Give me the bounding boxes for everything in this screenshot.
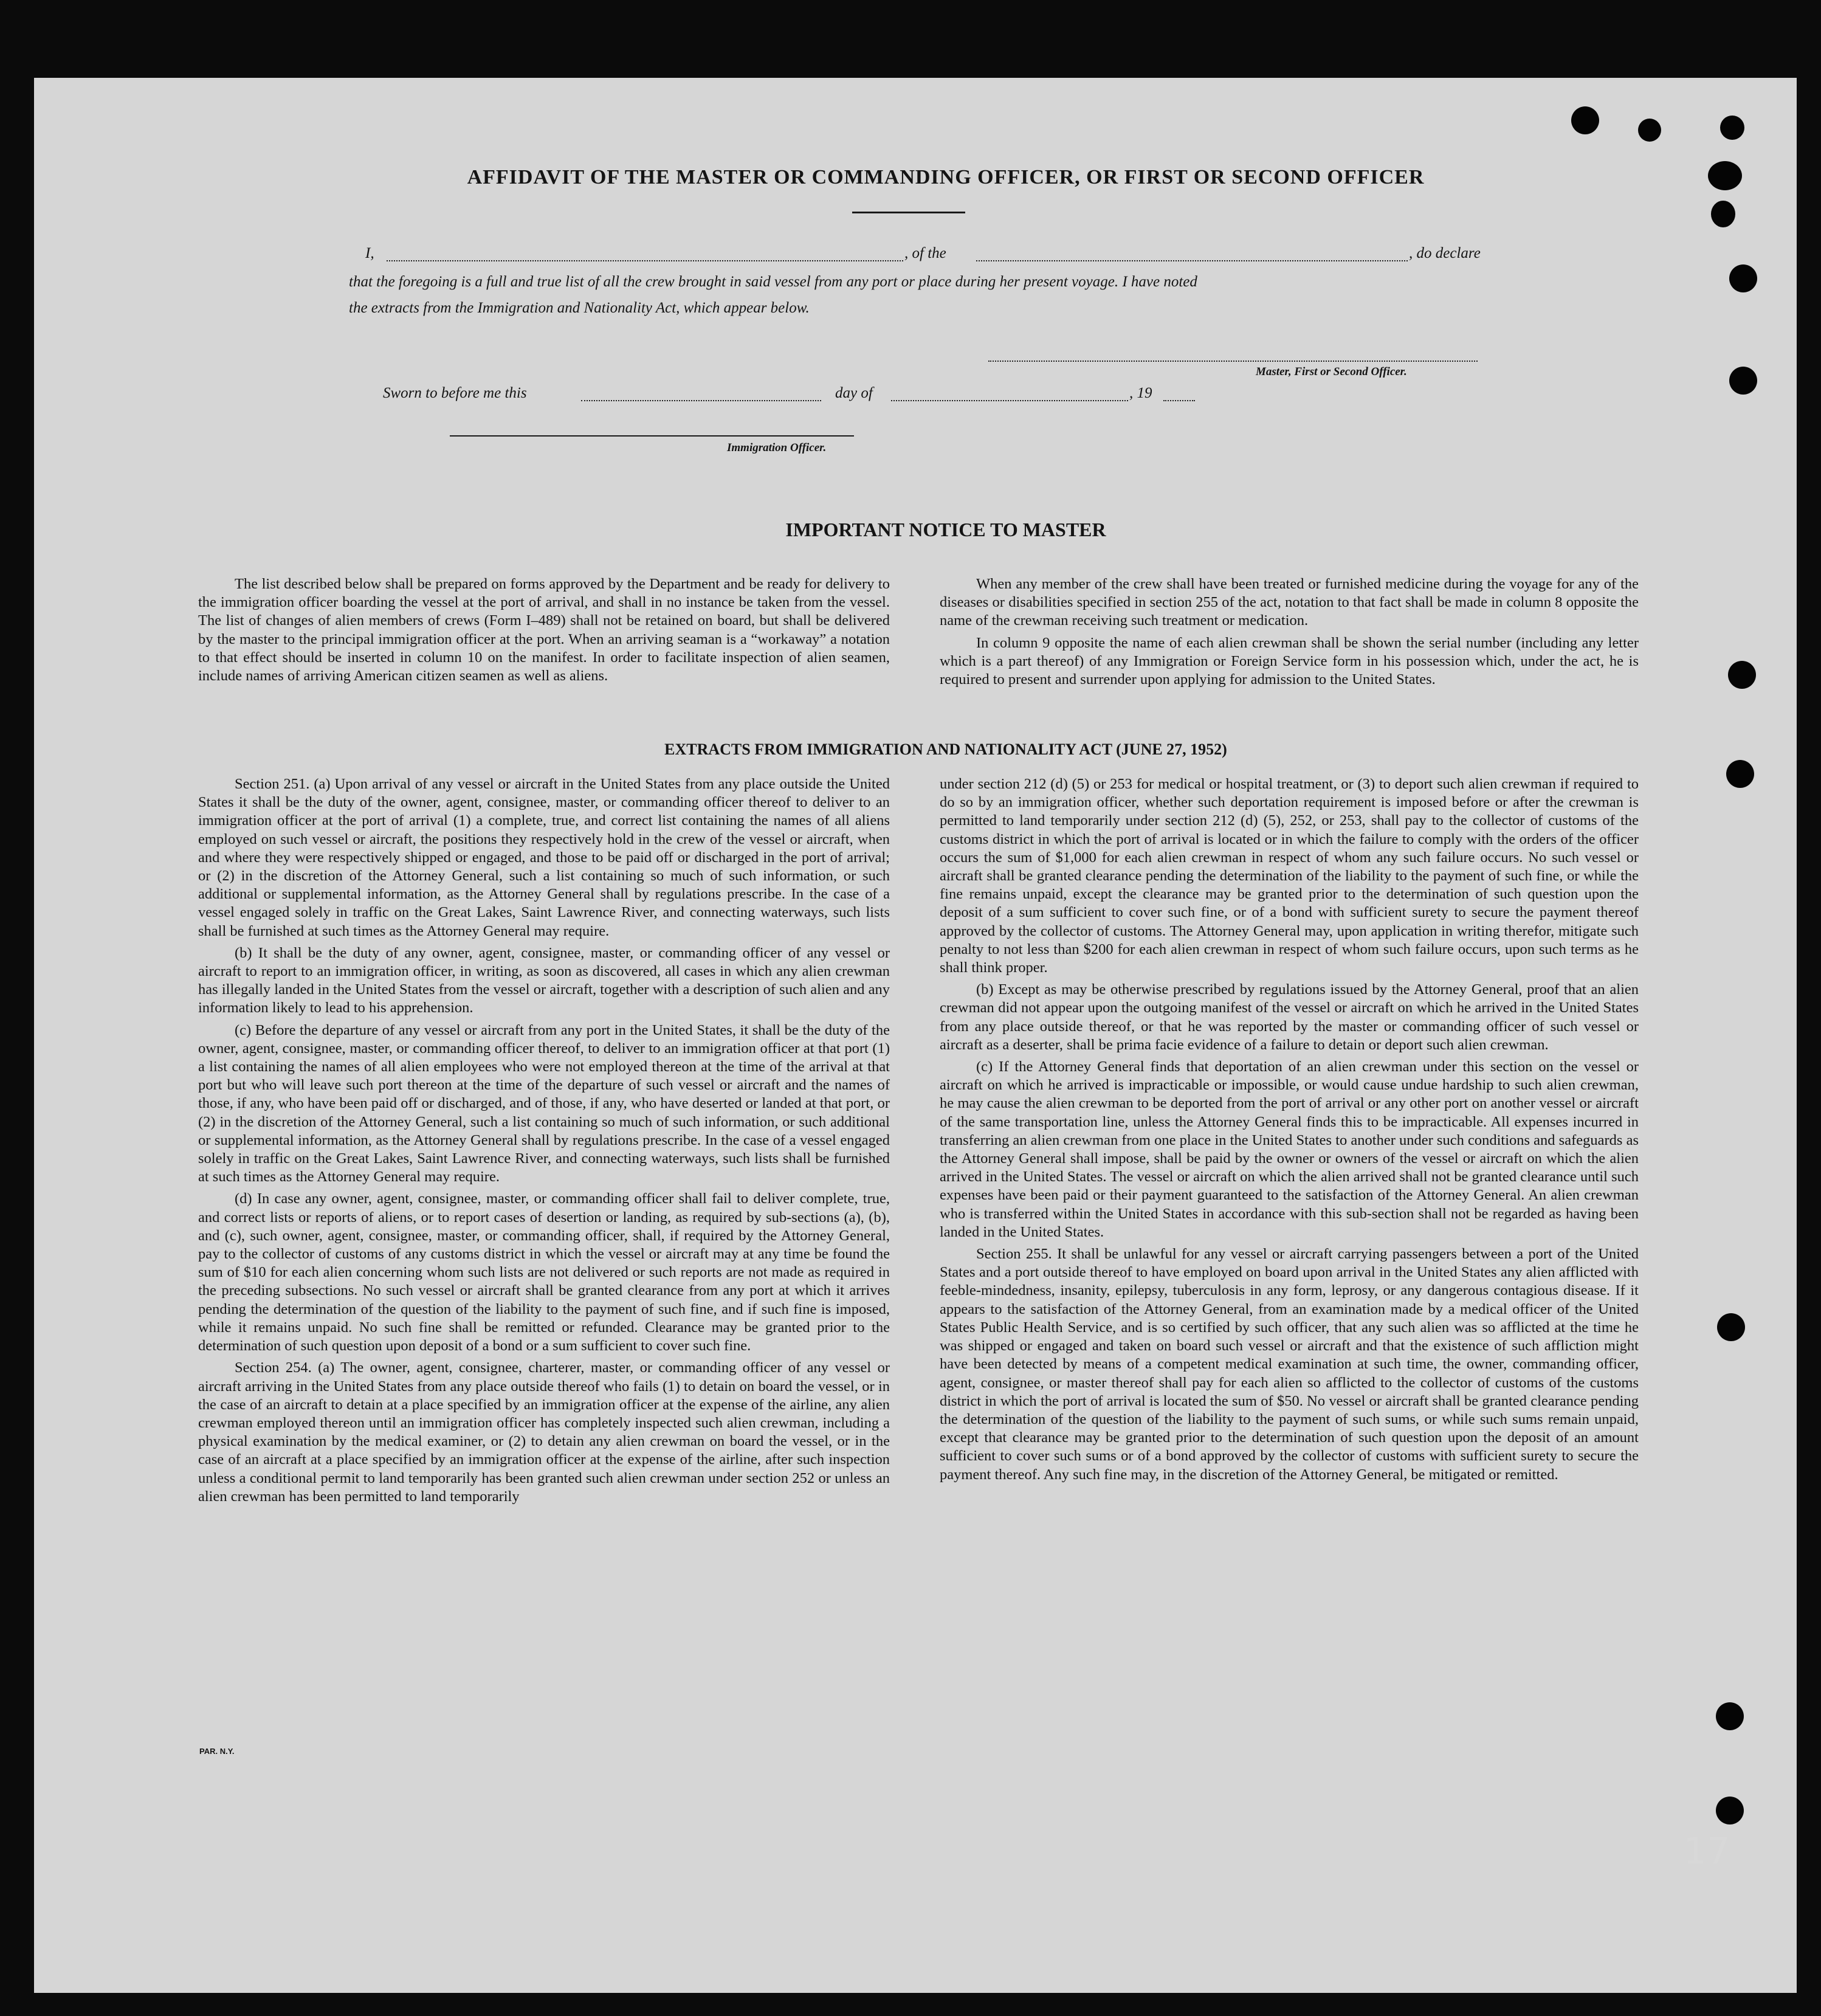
day-of-label: day of [835, 385, 873, 401]
notice-left-column [198, 575, 890, 689]
affidavit-i-label: I, [365, 245, 374, 261]
affidavit-of-the-label: , of the [904, 245, 946, 261]
affidavit-statement-line: that the foregoing is a full and true list of all the crew brought in said vessel from any port or place during her present voyage. I have noted [349, 274, 1197, 290]
name-field-line[interactable] [387, 260, 903, 261]
section-251-b: (b) It shall be the duty of any owner, agent, consignee, master, or commanding officer of any vessel or aircraft to report to an immigration officer, in writing, as soon as discovered, all cases in which any alien crewman has illegally landed in the United States from the vessel or aircraft, together with a description of such alien and any information likely to lead to his apprehension. [198, 944, 890, 1017]
punch-hole [1571, 106, 1599, 134]
punch-hole [1729, 367, 1757, 395]
section-254-b: (b) Except as may be otherwise prescribed by regulations issued by the Attorney General, proof that an alien crewman did not appear upon the outgoing manifest of the vessel or aircraft on which he arrived in the United States from any place outside thereof, or that he was reported by the master or commanding officer of such vessel or aircraft as a deserter, shall be prima facie evidence of a failure to detain or deport such alien crewman. [940, 981, 1639, 1053]
document-page [34, 78, 1797, 1993]
section-254-c: (c) If the Attorney General finds that deportation of an alien crewman under this section on the vessel or aircraft on which he arrived is impracticable or impossible, or would cause undue hardship to such alien crewman, he may cause the alien crewman to be deported from the port of arrival or any other port on another vessel or aircraft of the same transportation line, unless the Attorney General finds this to be impracticable. All expenses incurred in transferring an alien crewman from one place in the United States to another under such conditions and safeguards as the Attorney General shall impose, shall be paid by the owner or owners of the vessel or aircraft on which the alien arrived in the United States. The vessel or aircraft on which the alien arrived shall not be granted clearance until such expenses have been paid or their payment guaranteed to the satisfaction of the Attorney General. An alien crewman who is transferred within the United States in accordance with this sub-section shall not be regarded as having been landed in the United States. [940, 1058, 1639, 1240]
punch-hole [1729, 264, 1757, 292]
section-251-c: (c) Before the departure of any vessel or aircraft from any port in the United States, it shall be the duty of the owner, agent, consignee, master, or commanding officer thereof, to deliver to an immigration officer at that port (1) a list containing the names of all alien employees who were not employed thereon at the time of the arrival at that port but who will leave such port thereon at the time of the departure of such vessel or aircraft and the names of those, if any, who have been paid off or discharged, and of those, if any, who have deserted or landed at that port, or (2) in the discretion of the Attorney General, such a list containing so much of such information, or such additional or supplemental information, as the Attorney General shall by regulations prescribe. In the case of a vessel engaged solely in traffic on the Great Lakes, Saint Lawrence River, and connecting waterways, such lists shall be furnished at such times as the Attorney General may require. [198, 1021, 890, 1186]
immigration-officer-caption: Immigration Officer. [727, 441, 827, 454]
month-line[interactable] [891, 400, 1128, 401]
immigration-officer-signature-line[interactable] [450, 435, 854, 437]
punch-hole [1711, 201, 1735, 227]
notice-right-column [940, 575, 1639, 692]
extracts-title: EXTRACTS FROM IMMIGRATION AND NATIONALITY ACT (JUNE 27, 1952) [664, 740, 1227, 758]
punch-hole [1720, 116, 1744, 140]
punch-hole [1716, 1702, 1744, 1730]
sworn-label: Sworn to before me this [383, 385, 527, 401]
master-signature-line[interactable] [988, 361, 1478, 362]
printer-mark: PAR. N.Y. [199, 1747, 235, 1756]
section-251-a: Section 251. (a) Upon arrival of any vessel or aircraft in the United States from any place outside the United States it shall be the duty of the owner, agent, consignee, master, or commanding officer thereof to deliver to an immigration officer at the port of arrival (1) a complete, true, and correct list containing the names of all aliens employed on such vessel or aircraft, the positions they respectively hold in the crew of the vessel or aircraft, when and where they were respectively shipped or engaged, and those to be paid off or discharged in the port of arrival; or (2) in the discretion of the Attorney General, such a list containing so much of such information, or such additional or supplemental information, as the Attorney General shall by regulations prescribe. In the case of a vessel engaged solely in traffic on the Great Lakes, Saint Lawrence River, and connecting waterways, such lists shall be furnished at such times as the Attorney General may require. [198, 776, 890, 939]
handwritten-page-number: 17 [1683, 1830, 1730, 1873]
extracts-left-column [198, 775, 890, 1510]
punch-hole [1708, 161, 1742, 190]
extracts-right-column [940, 775, 1639, 1488]
year-line[interactable] [1163, 400, 1195, 401]
punch-hole [1716, 1797, 1744, 1824]
punch-hole [1726, 760, 1754, 788]
section-254-a: Section 254. (a) The owner, agent, consignee, charterer, master, or commanding officer of any vessel or aircraft arriving in the United States from any place outside thereof who fails (1) to detain on board the vessel, or in the case of an aircraft to detain at a place specified by an immigration officer at the expense of the airline, any alien crewman employed thereon until an immigration officer has completely inspected such alien crewman, including a physical examination by the medical examiner, or (2) to detain any alien crewman on board the vessel, or in the case of an aircraft at a place specified by an immigration officer at the expense of the airline, after such inspection unless a conditional permit to land temporarily has been granted such alien crewman under section 252 or unless an alien crewman has been permitted to land temporarily [198, 1359, 890, 1505]
notice-title: IMPORTANT NOTICE TO MASTER [785, 519, 1106, 540]
punch-hole [1717, 1313, 1745, 1341]
affidavit-title: AFFIDAVIT OF THE MASTER OR COMMANDING OFFICER, OR FIRST OR SECOND OFFICER [467, 166, 1425, 188]
section-255: Section 255. It shall be unlawful for any vessel or aircraft carrying passengers between a port of the United States and a port outside thereof to have employed on board upon arrival in the United States any alien afflicted with feeble-mindedness, insanity, epilepsy, tuberculosis in any form, leprosy, or any dangerous contagious disease. If it appears to the satisfaction of the Attorney General, from an examination made by a medical officer of the United States Public Health Service, and is so certified by such officer, that any such alien was so afflicted at the time he was shipped or engaged and taken on board such vessel or aircraft and that the existence of such affliction might have been detected by means of a competent medical examination at such time, the owner, commanding officer, agent, consignee, or master thereof shall pay for each alien so afflicted to the collector of customs of the customs district in which the port of arrival is located the sum of $50. No vessel or aircraft shall be granted clearance pending the determination of the question of the liability to the payment of such sums, or while such sums remain unpaid, except that clearance may be granted prior to the determination of such question upon the deposit of an amount sufficient to cover such sums or of a bond approved by the collector of customs with sufficient surety to secure the payment thereof. Any such fine may, in the discretion of the Attorney General, be mitigated or remitted. [940, 1246, 1639, 1483]
title-underline [852, 212, 965, 213]
punch-hole [1638, 119, 1661, 142]
notice-right-paragraph-2: In column 9 opposite the name of each alien crewman shall be shown the serial number (including any letter which is a part thereof) of any Immigration or Foreign Service form in his possession which, under the act, he is required to present and surrender upon applying for admission to the United States. [940, 634, 1639, 688]
affidavit-declare-label: , do declare [1409, 245, 1481, 261]
master-caption: Master, First or Second Officer. [1256, 365, 1407, 378]
vessel-field-line[interactable] [976, 260, 1408, 261]
notice-right-paragraph-1: When any member of the crew shall have been treated or furnished medicine during the voyage for any of the diseases or disabilities specified in section 255 of the act, notation to that fact shall be made in column 8 opposite the name of the crewman receiving such treatment or medication. [940, 576, 1639, 629]
affidavit-statement-line-2: the extracts from the Immigration and Nationality Act, which appear below. [349, 300, 810, 316]
section-251-d: (d) In case any owner, agent, consignee, master, or commanding officer shall fail to deliver complete, true, and correct lists or reports of aliens, or to report cases of desertion or landing, as required by sub-sections (a), (b), and (c), such owner, agent, consignee, master, or commanding officer, shall, if required by the Attorney General, pay to the collector of customs of any customs district in which the vessel or aircraft may at any time be found the sum of $10 for each alien concerning whom such lists are not delivered or such reports are not made as required in the preceding subsections. No such vessel or aircraft shall be granted clearance from any port at which it arrives pending the determination of the question of the liability to the payment of such fine, and if such fine is imposed, while it remains unpaid. No such fine shall be remitted or refunded. Clearance may be granted prior to the determination of such question upon deposit of a bond or a sum sufficient to cover such fine. [198, 1190, 890, 1355]
section-254-a-continued: under section 212 (d) (5) or 253 for medical or hospital treatment, or (3) to deport such alien crewman if required to do so by an immigration officer, whether such deportation requirement is imposed before or after the crewman is permitted to land temporarily under section 212 (d) (5), 252, or 253, shall pay to the collector of customs of the customs district in which the port of arrival is located or in which the failure to comply with the orders of the officer occurs the sum of $1,000 for each alien crewman in respect of whom any such failure occurs. No such vessel or aircraft shall be granted clearance pending the determination of the liability to the payment of such fine, or while the fine remains unpaid, except the clearance may be granted prior to the determination of such question upon the deposit of a sum sufficient to cover such fine, or of a bond with sufficient surety to secure the payment thereof approved by the collector of customs. The Attorney General may, upon application in writing therefor, mitigate such penalty to not less than $200 for each alien crewman in respect of whom such failure occurs, upon such terms as he shall think proper. [940, 776, 1639, 976]
punch-hole [1728, 661, 1756, 689]
year-label: , 19 [1129, 385, 1152, 401]
sworn-date-line[interactable] [581, 400, 821, 401]
notice-left-paragraph: The list described below shall be prepared on forms approved by the Department and be ready for delivery to the immigration officer boarding the vessel at the port of arrival, and shall in no instance be taken from the vessel. The list of changes of alien members of crews (Form I–489) shall not be retained on board, but shall be delivered by the master to the principal immigration officer at the port. When an arriving seaman is a “workaway” a notation to that effect should be inserted in column 10 on the manifest. In order to facilitate inspection of alien seamen, include names of arriving American citizen seamen as well as aliens. [198, 576, 890, 685]
